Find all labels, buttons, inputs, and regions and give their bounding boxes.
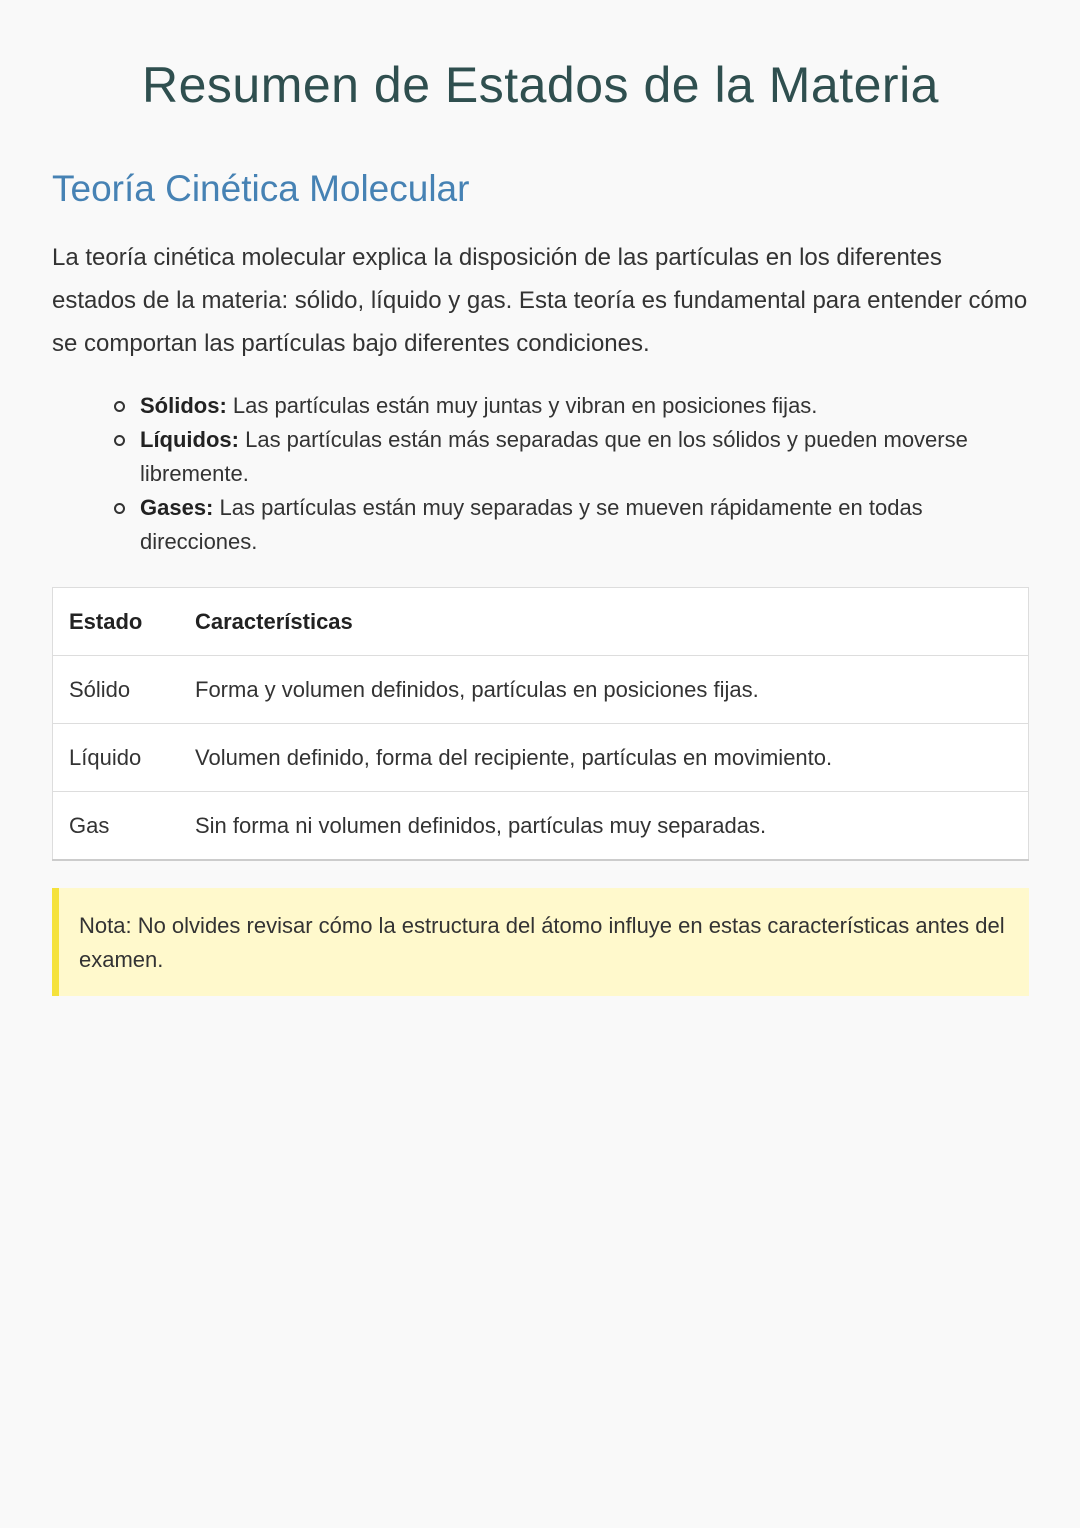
table-header-characteristics: Características <box>179 588 1029 656</box>
table-cell-state: Líquido <box>53 724 180 792</box>
section-title: Teoría Cinética Molecular <box>52 168 470 209</box>
states-table <box>52 587 1029 861</box>
circle-bullet-icon <box>114 401 125 412</box>
table-cell-characteristics: Sin forma ni volumen definidos, partículas muy separadas. <box>179 792 1029 861</box>
states-list <box>110 389 1010 559</box>
list-item-term: Líquidos: <box>140 427 239 452</box>
list-item <box>110 423 1010 491</box>
list-item <box>110 389 1010 423</box>
list-item-text: Las partículas están más separadas que en los sólidos y pueden moverse libremente. <box>140 427 968 486</box>
list-item-text: Las partículas están muy separadas y se mueven rápidamente en todas direcciones. <box>140 495 923 554</box>
table-row <box>53 724 1029 792</box>
list-item-term: Sólidos: <box>140 393 227 418</box>
note-callout: Nota: No olvides revisar cómo la estructura del átomo influye en estas características antes del examen. <box>52 888 1029 996</box>
page-title: Resumen de Estados de la Materia <box>142 57 939 113</box>
table-cell-state: Gas <box>53 792 180 861</box>
table-cell-characteristics: Volumen definido, forma del recipiente, partículas en movimiento. <box>179 724 1029 792</box>
table-row <box>53 792 1029 861</box>
circle-bullet-icon <box>114 435 125 446</box>
table-row <box>53 656 1029 724</box>
list-item-term: Gases: <box>140 495 214 520</box>
table-cell-characteristics: Forma y volumen definidos, partículas en posiciones fijas. <box>179 656 1029 724</box>
table-cell-state: Sólido <box>53 656 180 724</box>
list-item-text: Las partículas están muy juntas y vibran en posiciones fijas. <box>226 393 818 418</box>
table-header-state: Estado <box>53 588 180 656</box>
intro-paragraph: La teoría cinética molecular explica la disposición de las partículas en los diferentes estados de la materia: sólido, líquido y gas. Esta teoría es fundamental para entender cómo se comportan las partículas bajo diferentes condiciones. <box>52 244 1028 357</box>
table-header-row <box>53 588 1029 656</box>
list-item <box>110 491 1010 559</box>
circle-bullet-icon <box>114 503 125 514</box>
